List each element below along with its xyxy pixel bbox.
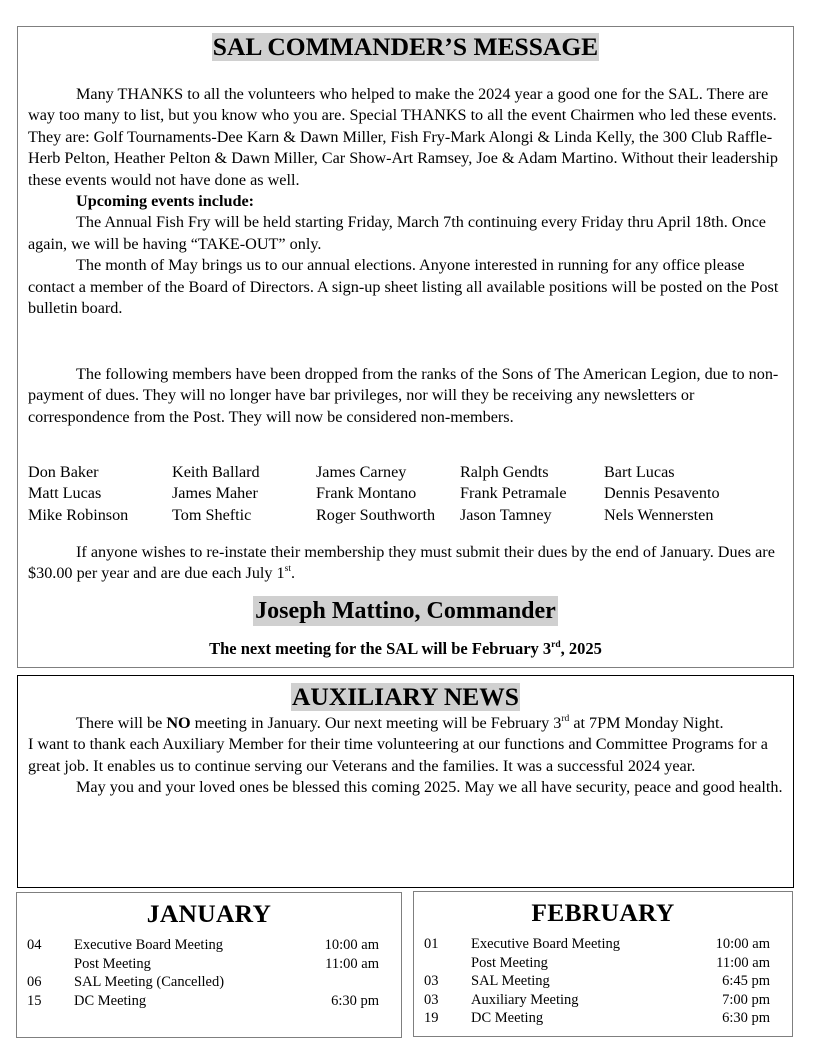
- next-meeting-superscript: rd: [551, 640, 561, 650]
- member-name: Dennis Pesavento: [604, 484, 720, 503]
- member-name: Matt Lucas: [28, 484, 102, 503]
- member-name: Mike Robinson: [28, 505, 129, 524]
- february-calendar: [413, 891, 793, 1037]
- event-name: DC Meeting: [74, 992, 147, 1009]
- event-time: 11:00 am: [716, 954, 770, 971]
- calendar-event-row: [424, 935, 770, 954]
- next-sal-meeting-notice: [18, 638, 793, 660]
- event-day: 04: [27, 937, 42, 953]
- january-title: JANUARY: [146, 899, 272, 928]
- sal-body-top: [28, 84, 785, 319]
- event-day: 01: [424, 936, 439, 952]
- next-meeting-year: , 2025: [560, 639, 602, 658]
- event-day: [424, 954, 471, 973]
- dropped-members-paragraph: The following members have been dropped from the ranks of the Sons of The American Legion, due to non-payment of dues. They will no longer have bar privileges, nor will they be receiving any newsletters or correspondence from the Post. They will now be considered non-members.: [28, 365, 779, 426]
- member-name: Nels Wennersten: [604, 505, 714, 524]
- february-events: [424, 935, 770, 1028]
- members-row: [28, 462, 748, 483]
- no-meeting-text: There will be: [76, 714, 167, 732]
- february-title: FEBRUARY: [531, 898, 675, 927]
- upcoming-events-heading: Upcoming events include:: [76, 192, 255, 211]
- event-name: SAL Meeting (Cancelled): [74, 974, 225, 990]
- event-time: 6:30 pm: [331, 992, 379, 1009]
- fish-fry-paragraph: The Annual Fish Fry will be held starting Friday, March 7th continuing every Friday thru April 18th. Once again, we will be having “TAKE-OUT” only.: [28, 213, 766, 253]
- next-meeting-text: meeting in January. Our next meeting will be February 3: [190, 714, 562, 732]
- event-day: 06: [27, 974, 42, 990]
- event-time: 6:45 pm: [722, 973, 770, 989]
- calendar-event-row: [27, 973, 379, 992]
- members-row: [28, 483, 748, 504]
- member-name: Keith Ballard: [172, 463, 260, 481]
- member-name: James Maher: [172, 484, 258, 503]
- reinstate-superscript: st: [284, 564, 291, 575]
- reinstate-block: [28, 542, 785, 585]
- january-events: [27, 936, 379, 1010]
- member-name: Jason Tamney: [460, 505, 552, 524]
- calendar-event-row: [424, 954, 770, 973]
- sal-commander-message-section: [17, 26, 794, 668]
- reinstate-end: .: [291, 564, 296, 583]
- event-day: 15: [27, 992, 42, 1009]
- event-time: 6:30 pm: [722, 1010, 770, 1026]
- calendar-event-row: [27, 955, 379, 974]
- event-name: Post Meeting: [471, 954, 548, 971]
- event-name: DC Meeting: [471, 1010, 544, 1026]
- event-day: 03: [424, 991, 439, 1008]
- auxiliary-body: [28, 713, 785, 799]
- commander-signature: Joseph Mattino, Commander: [255, 598, 556, 624]
- calendar-event-row: [27, 936, 379, 955]
- dropped-members-list: [28, 462, 748, 526]
- event-name: Executive Board Meeting: [74, 937, 223, 953]
- event-day: 19: [424, 1010, 439, 1026]
- event-time: 11:00 am: [325, 955, 379, 972]
- january-calendar: [16, 892, 402, 1038]
- members-row: [28, 505, 748, 526]
- member-name: James Carney: [316, 463, 407, 481]
- event-name: Executive Board Meeting: [471, 936, 620, 952]
- no-meeting-paragraph: [28, 713, 785, 734]
- reinstate-text: If anyone wishes to re-instate their membership they must submit their dues by the end of January. Dues are $30.00 per year and are due each July 1: [28, 543, 775, 583]
- next-meeting-time: at 7PM Monday Night.: [569, 714, 724, 732]
- member-name: Tom Sheftic: [172, 505, 252, 524]
- event-name: Auxiliary Meeting: [471, 991, 579, 1008]
- calendar-event-row: [27, 992, 379, 1011]
- member-name: Frank Petramale: [460, 484, 567, 503]
- member-name: Don Baker: [28, 463, 99, 481]
- auxiliary-section-title: AUXILIARY NEWS: [292, 682, 519, 711]
- member-name: Ralph Gendts: [460, 463, 549, 481]
- auxiliary-news-section: [17, 675, 794, 888]
- dropped-members-intro: [28, 364, 785, 428]
- reinstate-paragraph: [28, 542, 785, 585]
- thank-you-paragraph: I want to thank each Auxiliary Member for their time volunteering at our functions and Committee Programs for a great job. It enables us to continue serving our Veterans and the families. It was a successful 2024 year.: [28, 735, 768, 775]
- member-name: Bart Lucas: [604, 463, 675, 481]
- event-day: [27, 955, 74, 974]
- elections-paragraph: The month of May brings us to our annual elections. Anyone interested in running for any office please contact a member of the Board of Directors. A sign-up sheet listing all available positions will be posted on the Post bulletin board.: [28, 256, 779, 318]
- date-superscript: rd: [561, 714, 570, 724]
- calendar-event-row: [424, 991, 770, 1010]
- member-name: Frank Montano: [316, 484, 417, 503]
- calendar-event-row: [424, 1009, 770, 1028]
- event-time: 7:00 pm: [722, 991, 770, 1008]
- thanks-paragraph: Many THANKS to all the volunteers who helped to make the 2024 year a good one for the SAL. There are way too many to list, but you know who you are. Special THANKS to all the event Chairmen who led these events. They are: Golf Tournaments-Dee Karn & Dawn Miller, Fish Fry-Mark Alongi & Linda Kelly, the 300 Club Raffle-Herb Pelton, Heather Pelton & Dawn Miller, Car Show-Art Ramsey, Joe & Adam Martino. Without their leadership these events would not have done as well.: [28, 85, 778, 189]
- event-name: Post Meeting: [74, 955, 151, 972]
- no-emphasis: NO: [166, 714, 191, 732]
- blessing-paragraph: May you and your loved ones be blessed this coming 2025. May we all have security, peace and good health.: [76, 778, 783, 797]
- event-time: 10:00 am: [324, 937, 379, 953]
- calendar-event-row: [424, 972, 770, 991]
- event-day: 03: [424, 973, 439, 989]
- next-meeting-text: The next meeting for the SAL will be February 3: [209, 639, 552, 658]
- sal-section-title: SAL COMMANDER’S MESSAGE: [212, 32, 599, 61]
- member-name: Roger Southworth: [316, 505, 436, 524]
- event-time: 10:00 am: [715, 936, 770, 952]
- event-name: SAL Meeting: [471, 973, 550, 989]
